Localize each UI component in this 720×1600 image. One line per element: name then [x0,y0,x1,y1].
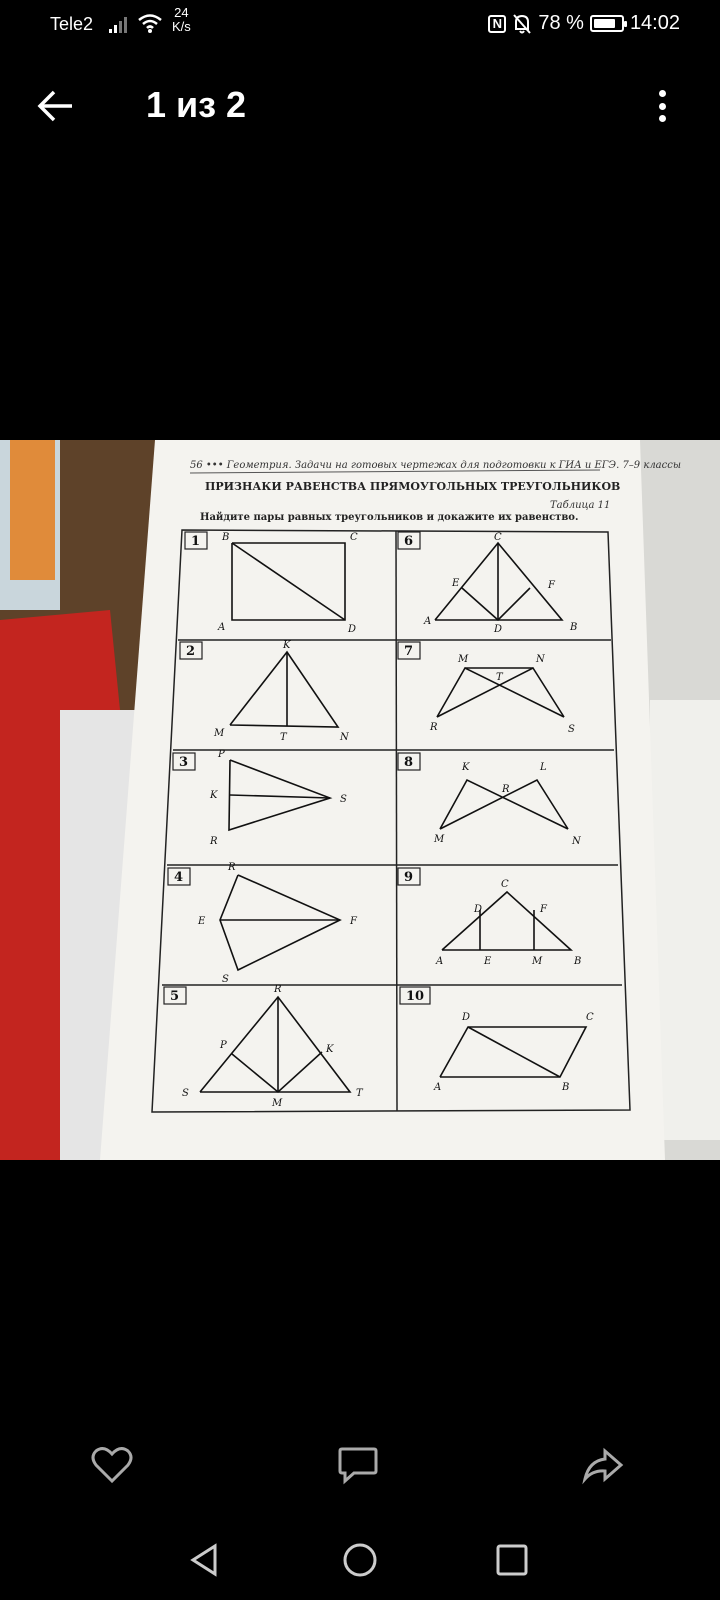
vertex-label-9-E: E [484,956,492,967]
vertex-label-9-B: B [574,956,582,967]
comment-button[interactable] [333,1440,383,1490]
cell-number-7: 7 [404,644,414,659]
vertex-label-10-A: A [434,1082,442,1093]
vertex-label-1-C: C [350,532,358,543]
clock: 14:02 [629,12,680,34]
vertex-label-9-A: A [436,956,444,967]
comment-icon [336,1445,380,1485]
speed-unit: K/s [172,19,191,34]
signal-icon [108,14,130,34]
vertex-label-3-P: P [218,749,225,760]
vertex-label-1-A: A [218,622,226,633]
carrier-name: Tele2 [50,14,94,34]
vertex-label-1-B: B [222,532,230,543]
heart-icon [90,1445,134,1485]
wifi-icon [137,12,163,34]
photo-image[interactable] [0,440,720,1160]
vertex-label-2-K: K [283,640,291,651]
vertex-label-7-T: T [496,672,503,683]
nav-home-icon [342,1542,378,1578]
vertex-label-8-R: R [502,784,510,795]
nav-back-icon [187,1542,223,1578]
nav-recents-icon [494,1542,530,1578]
vertex-label-8-N: N [572,836,581,847]
vertex-label-7-M: M [458,654,469,665]
vertex-label-1-D: D [348,624,357,635]
network-speed [172,6,191,34]
vertex-label-7-R: R [430,722,438,733]
share-button[interactable] [578,1440,628,1490]
cell-number-8: 8 [404,755,414,770]
back-button[interactable] [34,84,78,128]
nav-back-button[interactable] [180,1535,230,1585]
vertex-label-6-B: B [570,622,578,633]
action-bar [0,1440,720,1500]
vertex-label-5-K: K [326,1044,334,1055]
vertex-label-5-R: R [274,984,282,995]
viewer-top-bar [0,70,720,140]
cell-number-9: 9 [404,870,414,885]
back-arrow-icon [34,84,78,128]
nav-home-button[interactable] [335,1535,385,1585]
cell-number-1: 1 [191,534,201,549]
cell-number-5: 5 [170,989,180,1004]
page-header: 56 ••• Геометрия. Задачи на готовых чертежах для подготовки к ГИА и ЕГЭ. 7–9 классы [190,460,681,471]
cell-number-4: 4 [174,870,184,885]
nfc-icon: N [488,15,506,33]
battery-icon [590,15,624,32]
vertex-label-4-S: S [222,974,229,985]
vertex-label-6-D: D [494,624,503,635]
speed-value: 24 [174,5,189,20]
vertex-label-6-C: C [494,532,502,543]
battery-percent: 78 % [538,12,584,34]
vertex-label-6-E: E [452,578,460,589]
vertex-label-5-S: S [182,1088,189,1099]
cell-number-10: 10 [406,989,425,1004]
vertex-label-6-F: F [548,580,555,591]
vertex-label-3-K: K [210,790,218,801]
system-nav-bar [0,1530,720,1590]
vertex-label-3-S: S [340,794,347,805]
cell-number-6: 6 [404,534,414,549]
vertex-label-9-F: F [540,904,547,915]
vertex-label-4-R: R [228,862,236,873]
vertex-label-4-F: F [350,916,357,927]
vertex-label-10-B: B [562,1082,570,1093]
vertex-label-8-M: M [434,834,445,845]
vertex-label-9-C: C [501,879,509,890]
status-bar [0,0,720,50]
vertex-label-2-T: T [280,732,287,743]
vertex-label-9-M: M [532,956,543,967]
vertex-label-6-A: A [424,616,432,627]
image-counter: 1 из 2 [146,84,247,125]
vertex-label-3-R: R [210,836,218,847]
vertex-label-10-C: C [586,1012,594,1023]
instruction: Найдите пары равных треугольников и докажите их равенство. [200,512,579,523]
vertex-label-5-M: M [272,1098,283,1109]
share-icon [581,1445,625,1485]
mute-bell-icon [512,13,532,35]
more-vertical-icon [659,90,666,97]
cell-number-3: 3 [179,755,189,770]
vertex-label-8-K: K [462,762,470,773]
vertex-label-7-N: N [536,654,545,665]
vertex-label-10-D: D [462,1012,471,1023]
table-label: Таблица 11 [550,500,611,511]
vertex-label-7-S: S [568,724,575,735]
nav-recents-button[interactable] [487,1535,537,1585]
vertex-label-4-E: E [198,916,206,927]
vertex-label-8-L: L [540,762,547,773]
cell-number-2: 2 [186,644,196,659]
vertex-label-2-M: M [214,728,225,739]
vertex-label-9-D: D [474,904,483,915]
page-title: ПРИЗНАКИ РАВЕНСТВА ПРЯМОУГОЛЬНЫХ ТРЕУГОЛЬНИКОВ [205,480,621,493]
like-button[interactable] [87,1440,137,1490]
vertex-label-5-T: T [356,1088,363,1099]
vertex-label-5-P: P [220,1040,227,1051]
vertex-label-2-N: N [340,732,349,743]
more-options-button[interactable] [650,86,674,126]
